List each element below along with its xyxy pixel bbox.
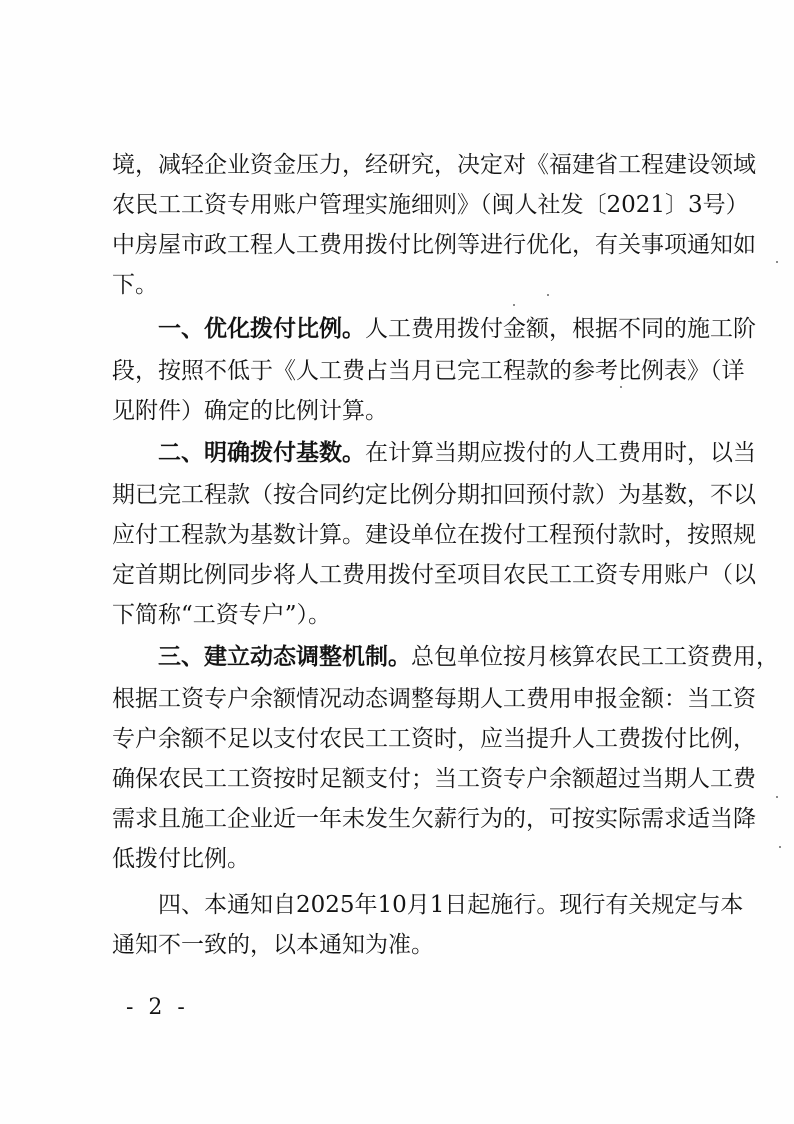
intro-line-3: 中房屋市政工程人工费用拨付比例等进行优化，有关事项通知如 xyxy=(112,232,756,258)
section-3-text-3: 专户余额不足以支付农民工工资时，应当提升人工费拨付比例， xyxy=(112,726,756,752)
section-3-text-5: 需求且施工企业近一年未发生欠薪行为的，可按实际需求适当降 xyxy=(112,806,756,832)
section-3-text-6: 低拨付比例。 xyxy=(112,846,250,872)
section-2-text-3: 应付工程款为基数计算。建设单位在拨付工程预付款时，按照规 xyxy=(112,522,756,548)
section-2-text-2: 期已完工程款（按合同约定比例分期扣回预付款）为基数，不以 xyxy=(112,482,756,508)
section-2-heading: 二、明确拨付基数。 xyxy=(158,439,365,466)
scan-mark xyxy=(776,796,778,798)
scan-mark xyxy=(547,294,549,296)
scan-mark xyxy=(776,261,778,263)
intro-line-4: 下。 xyxy=(112,272,158,298)
scan-mark xyxy=(779,846,781,848)
section-2-text-4: 定首期比例同步将人工费用拨付至项目农民工工资专用账户（以 xyxy=(112,562,756,588)
section-2-first-line xyxy=(158,433,756,473)
intro-line-2: 农民工工资专用账户管理实施细则》（闽人社发〔2021〕3号） xyxy=(112,192,749,218)
section-1-first-line xyxy=(158,309,756,349)
section-3-text-1: 总包单位按月核算农民工工资费用， xyxy=(411,644,779,670)
section-1-text-2: 段，按照不低于《人工费占当月已完工程款的参考比例表》（详 xyxy=(112,358,745,384)
section-4-text-1: 四、本通知自2025年10月1日起施行。现行有关规定与本 xyxy=(158,892,744,918)
section-1-text-1: 人工费用拨付金额，根据不同的施工阶 xyxy=(365,316,756,342)
section-2-text-1: 在计算当期应拨付的人工费用时，以当 xyxy=(365,440,756,466)
section-3-text-4: 确保农民工工资按时足额支付；当工资专户余额超过当期人工费 xyxy=(112,766,756,792)
section-1-text-3: 见附件）确定的比例计算。 xyxy=(112,398,388,424)
section-3-text-2: 根据工资专户余额情况动态调整每期人工费用申报金额：当工资 xyxy=(112,686,756,712)
page-number: - 2 - xyxy=(126,995,189,1020)
section-3-first-line xyxy=(158,637,779,677)
section-2-text-5: 下简称“工资专户”）。 xyxy=(112,602,332,628)
section-1-heading: 一、优化拨付比例。 xyxy=(158,315,365,342)
scan-mark xyxy=(620,386,622,388)
section-3-heading: 三、建立动态调整机制。 xyxy=(158,643,411,670)
section-4-text-2: 通知不一致的，以本通知为准。 xyxy=(112,932,434,958)
intro-line-1: 境，减轻企业资金压力，经研究，决定对《福建省工程建设领域 xyxy=(112,152,756,178)
scan-mark xyxy=(513,304,515,306)
